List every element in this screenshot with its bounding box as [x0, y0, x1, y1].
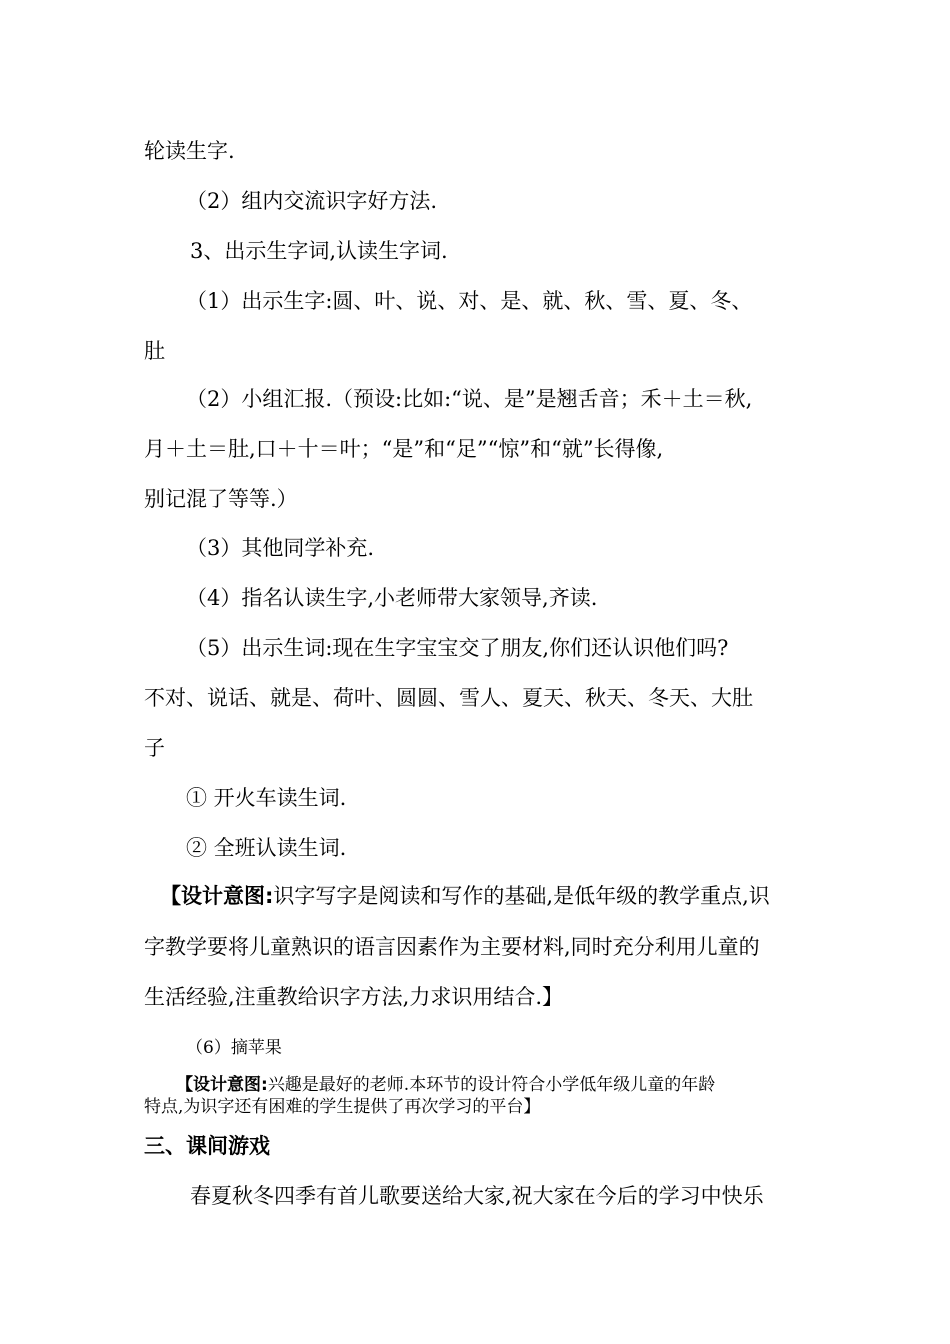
paragraph-line: （4）指名认读生字,小老师带大家领导,齐读.: [186, 586, 598, 610]
paragraph-line: 3、出示生字词,认读生字词.: [190, 239, 448, 263]
section-heading: 三、课间游戏: [144, 1134, 270, 1158]
paragraph-line: 生活经验,注重教给识字方法,力求识用结合.】: [144, 985, 564, 1009]
paragraph-line: 月＋土＝肚,口＋十＝叶；“是”和“足”“惊”和“就”长得像,: [144, 437, 664, 461]
design-intent-text: 识字写字是阅读和写作的基础,是低年级的教学重点,识: [273, 884, 770, 908]
paragraph-line: （6）摘苹果: [186, 1038, 282, 1058]
paragraph-line: 不对、说话、就是、荷叶、圆圆、雪人、夏天、秋天、冬天、大肚: [144, 686, 753, 710]
paragraph-line: 肚: [144, 339, 165, 363]
design-intent-line: [176, 1077, 715, 1094]
design-intent-line: [160, 886, 770, 907]
paragraph-line: 春夏秋冬四季有首儿歌要送给大家,祝大家在今后的学习中快乐: [190, 1184, 764, 1208]
list-item: ② 全班认读生词.: [186, 836, 347, 860]
paragraph-line: （1）出示生字:圆、叶、说、对、是、就、秋、雪、夏、冬、: [186, 289, 753, 313]
paragraph-line: 特点,为识字还有困难的学生提供了再次学习的平台】: [144, 1097, 541, 1117]
list-item: ① 开火车读生词.: [186, 786, 347, 810]
paragraph-line: （2）组内交流识字好方法.: [186, 189, 438, 213]
paragraph-line: 别记混了等等.）: [144, 487, 298, 511]
paragraph-line: 字教学要将儿童熟识的语言因素作为主要材料,同时充分利用儿童的: [144, 935, 760, 959]
paragraph-line: 轮读生字.: [144, 139, 235, 163]
paragraph-line: 子: [144, 736, 165, 760]
paragraph-line: （3）其他同学补充.: [186, 536, 375, 560]
paragraph-line: （2）小组汇报.（预设:比如:“说、是”是翘舌音；禾＋土＝秋,: [186, 387, 753, 411]
design-intent-text: 兴趣是最好的老师.本环节的设计符合小学低年级儿童的年龄: [267, 1075, 716, 1095]
design-intent-label: 【设计意图:: [160, 884, 274, 908]
paragraph-line: （5）出示生词:现在生字宝宝交了朋友,你们还认识他们吗?: [186, 636, 729, 660]
design-intent-label: 【设计意图:: [176, 1075, 268, 1095]
